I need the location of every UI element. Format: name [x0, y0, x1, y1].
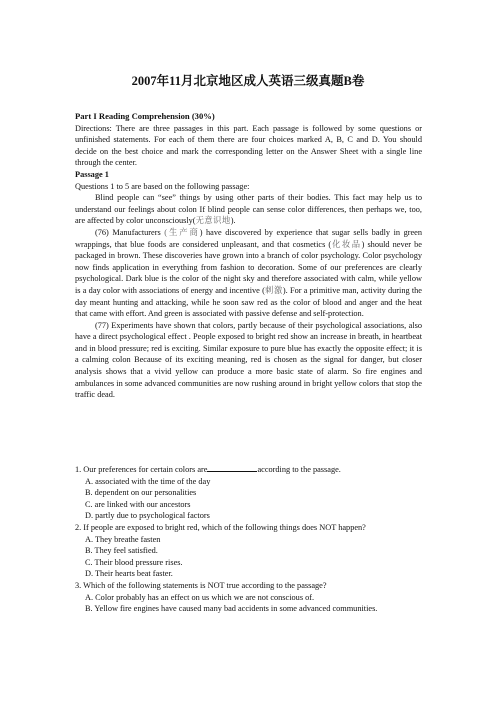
paragraph-3: (77) Experiments have shown that colors, partly because of their psychological associations, also have a direct psychological effect . People exposed to bright red show an increase in breath, in heartbeat and in blood pressure; red is exciting. Similar exposure to pure blue has exactly the opposite effect; it is a calming colon Because of its exciting meaning, red is chosen as the signal for danger, but closer analysis shows that a vivid yellow can produce a more basic state of alarm. So fire engines and ambulances in some advanced communities are now rushing around in bright yellow colors that stop the traffic dead.: [75, 320, 422, 400]
question-1-option-a: A. associated with the time of the day: [85, 476, 211, 486]
question-2-option-c: C. Their blood pressure rises.: [85, 557, 183, 567]
question-1-option-b: B. dependent on our personalities: [85, 488, 197, 498]
part1-section: [75, 111, 422, 401]
question-1-stem: [75, 463, 422, 476]
para2-part-a: (76) Manufacturers: [95, 227, 161, 237]
page-title: 2007年11月北京地区成人英语三级真题B卷: [131, 74, 365, 88]
part1-heading: Part I Reading Comprehension (30%): [75, 111, 215, 121]
question-2-option-b: B. They feel satisfied.: [85, 546, 158, 556]
para2-part-d: ). For a primitive man, activity during the day meant hunting and attacking, while he soon saw red as the color of blood and anger and the heat that came with effort. And green is associated with passive defense and self-protection.: [75, 285, 422, 319]
question-1-option-d: D. partly due to psychological factors: [85, 511, 210, 521]
question-3-option-a: A. Color probably has an effect on us which we are not conscious of.: [85, 592, 315, 602]
question-1-stem-b: according to the passage.: [257, 465, 341, 474]
para2-chinese-gloss-3: 刺激: [264, 285, 283, 295]
para2-part-c: ) should never be packaged in brown. These discoveries have grown into a branch of color psychology. Color psychology now finds application in everything from fashion to decoration. Some of our preferences are clearly psychological. Dark blue is the color of the night sky and therefore associated with calm, while yellow is a day color with associations of energy and incentive (: [75, 239, 422, 295]
questions-section: [75, 463, 422, 615]
passage-intro: Questions 1 to 5 are based on the following passage:: [75, 181, 250, 191]
para1-end: ).: [230, 216, 236, 226]
question-2-option-a: A. They breathe fasten: [85, 534, 161, 544]
para1-text: Blind people can “see” things by using other parts of their bodies. This fact may help us to understand our feelings about colon If blind people can sense color differences, then perhaps we, too, are affected by color unconsciously(: [75, 193, 422, 226]
question-3-option-b: B. Yellow fire engines have caused many bad accidents in some advanced communities.: [85, 604, 378, 614]
question-2-stem: 2. If people are exposed to bright red, which of the following things does NOT happen?: [75, 522, 366, 532]
para1-chinese-gloss: 无意识地: [195, 216, 231, 226]
question-3-stem: 3. Which of the following statements is NOT true according to the passage?: [75, 580, 327, 590]
question-2-option-d: D. Their hearts beat faster.: [85, 569, 173, 579]
paragraph-2: [75, 227, 422, 320]
para2-chinese-gloss-1: (生产商: [164, 227, 200, 237]
answer-blank: [207, 463, 257, 472]
question-1-option-c: C. are linked with our ancestors: [85, 499, 191, 509]
para2-part-b: ) have discovered by experience that sugar sells badly in green wrappings, that blue foods are considered unpleasant, and that cosmetics (: [75, 227, 423, 249]
question-1-stem-a: 1. Our preferences for certain colors are: [75, 465, 208, 474]
para2-chinese-gloss-2: 化妆品: [331, 239, 362, 249]
passage-label: Passage 1: [75, 169, 109, 179]
directions-text: Directions: There are three passages in this part. Each passage is followed by some questions or unfinished statements. For each of them there are four choices marked A, B, C and D. You should decide on the best choice and mark the corresponding letter on the Answer Sheet with a single line through the center.: [75, 123, 422, 168]
paragraph-1: [75, 192, 422, 227]
